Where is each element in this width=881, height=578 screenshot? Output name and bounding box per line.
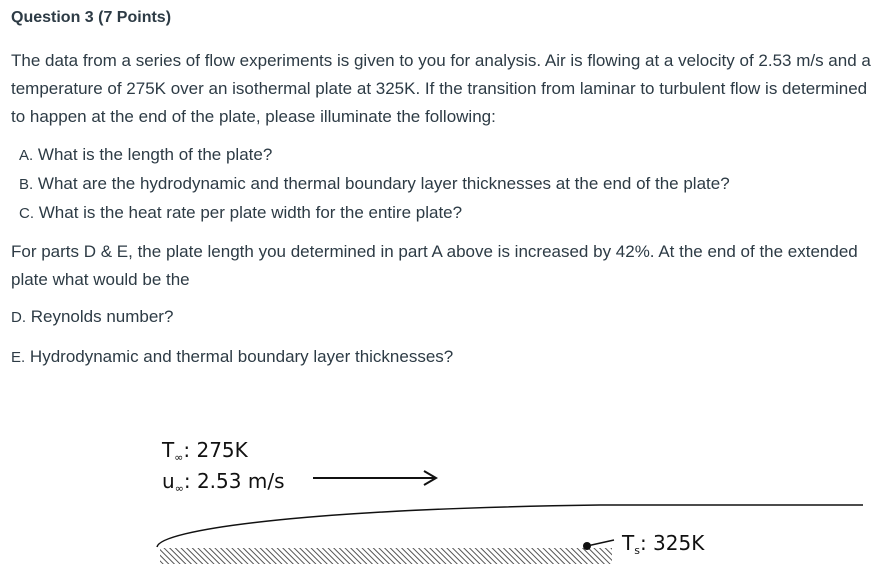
u-inf-value: : 2.53 m/s bbox=[183, 469, 285, 493]
t-inf-subscript: ∞ bbox=[174, 451, 184, 464]
ts-subscript: s bbox=[634, 544, 640, 557]
part-c-text: What is the heat rate per plate width for the entire plate? bbox=[38, 203, 463, 222]
part-c bbox=[19, 199, 730, 228]
part-a bbox=[19, 141, 730, 170]
ts-value: : 325K bbox=[639, 531, 705, 555]
part-e bbox=[11, 347, 453, 367]
free-stream-temperature-label bbox=[162, 438, 248, 464]
surface-temp-pointer bbox=[583, 540, 614, 550]
part-b-letter: B. bbox=[19, 176, 34, 193]
parts-list-abc bbox=[19, 141, 730, 228]
surface-temperature-label bbox=[622, 531, 704, 557]
part-a-text: What is the length of the plate? bbox=[37, 145, 273, 164]
part-d-text: Reynolds number? bbox=[30, 307, 174, 326]
part-c-letter: C. bbox=[19, 205, 34, 222]
t-inf-symbol: T bbox=[162, 438, 175, 462]
boundary-layer-curve bbox=[157, 505, 863, 547]
part-b bbox=[19, 170, 730, 199]
flow-arrow bbox=[313, 471, 436, 485]
free-stream-velocity-label bbox=[162, 469, 284, 495]
part-b-text: What are the hydrodynamic and thermal boundary layer thicknesses at the end of the plate? bbox=[37, 174, 730, 193]
part-d bbox=[11, 307, 173, 327]
question-title: Question 3 (7 Points) bbox=[11, 9, 172, 26]
ts-symbol: T bbox=[622, 531, 635, 555]
part-e-text: Hydrodynamic and thermal boundary layer thicknesses? bbox=[29, 347, 454, 366]
u-inf-subscript: ∞ bbox=[174, 482, 184, 495]
part-e-letter: E. bbox=[11, 349, 26, 366]
u-inf-symbol: u bbox=[162, 469, 175, 493]
question-intro: The data from a series of flow experiments is given to you for analysis. Air is flowing at a velocity of 2.53 m/s and a temperature of 275K over an isothermal plate at 325K. If the transition from laminar to turbulent flow is determined to happen at the end of the plate, please illuminate the following: bbox=[11, 51, 871, 126]
t-inf-value: : 275K bbox=[183, 438, 248, 462]
isothermal-plate bbox=[160, 548, 612, 564]
part-d-letter: D. bbox=[11, 309, 26, 326]
part-a-letter: A. bbox=[19, 147, 34, 164]
parts-de-intro: For parts D & E, the plate length you determined in part A above is increased by 42%. At the end of the extended plate what would be the bbox=[11, 242, 858, 289]
